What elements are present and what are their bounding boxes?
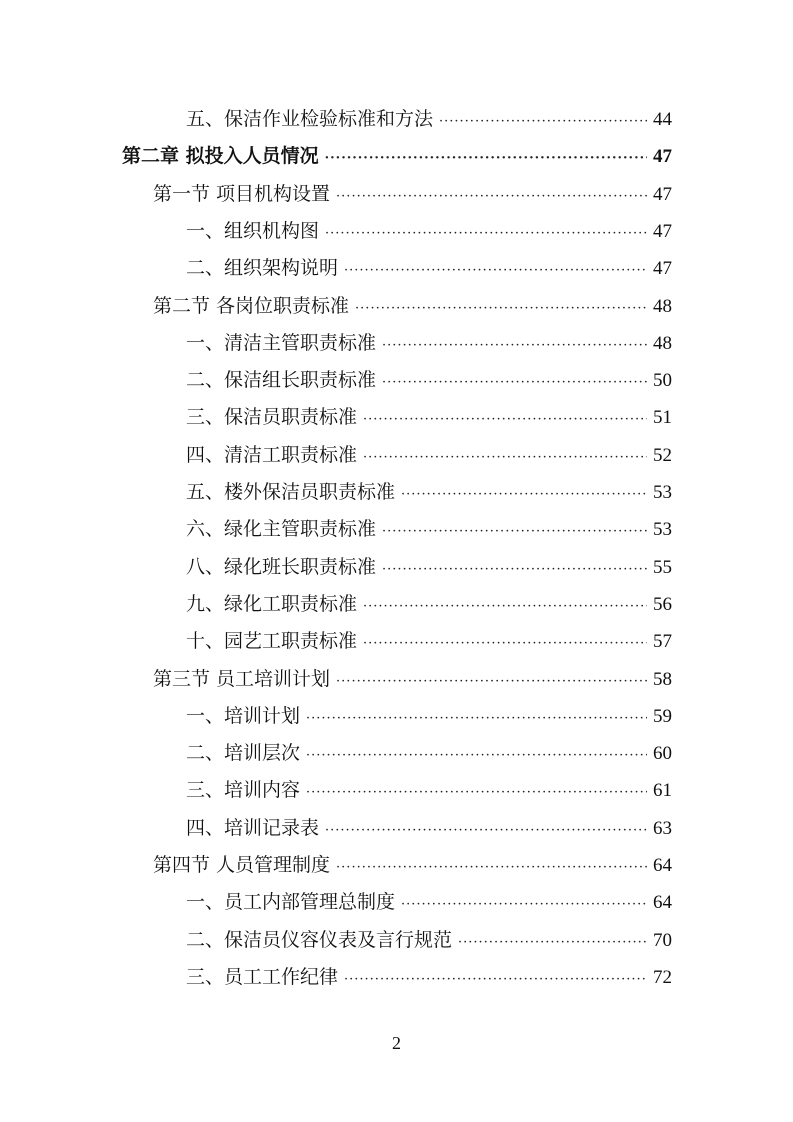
- toc-subsection-entry[interactable]: [186, 517, 672, 544]
- toc-subsection-entry[interactable]: [186, 890, 672, 917]
- toc-entry-page: 51: [653, 407, 672, 428]
- page-number: 2: [392, 1033, 401, 1053]
- toc-subsection-entry[interactable]: [186, 592, 672, 619]
- toc-entry-title: 三、培训内容: [186, 779, 301, 801]
- toc-entry-title: 五、楼外保洁员职责标准: [186, 481, 396, 503]
- toc-dot-leader: [363, 632, 647, 656]
- toc-entry-title: 二、组织架构说明: [186, 257, 339, 279]
- toc-entry-title: 九、绿化工职责标准: [186, 593, 358, 615]
- toc-entry-title: 三、员工工作纪律: [186, 966, 339, 988]
- toc-entry-page: 70: [653, 930, 672, 951]
- toc-dot-leader: [401, 893, 647, 917]
- toc-entry-page: 48: [653, 333, 672, 354]
- toc-entry-page: 55: [653, 557, 672, 578]
- toc-subsection-entry[interactable]: [186, 219, 672, 246]
- toc-dot-leader: [363, 595, 647, 619]
- toc-entry-title: 八、绿化班长职责标准: [186, 556, 377, 578]
- toc-dot-leader: [336, 856, 647, 880]
- toc-entry-page: 58: [653, 669, 672, 690]
- toc-dot-leader: [382, 334, 647, 358]
- toc-subsection-entry[interactable]: [186, 107, 672, 134]
- toc-entry-page: 53: [653, 482, 672, 503]
- toc-entry-page: 60: [653, 743, 672, 764]
- toc-entry-title: 二、培训层次: [186, 742, 301, 764]
- toc-entry-title: 第二节 各岗位职责标准: [153, 295, 350, 317]
- toc-subsection-entry[interactable]: [186, 555, 672, 582]
- toc-subsection-entry[interactable]: [186, 778, 672, 805]
- toc-entry-page: 48: [653, 296, 672, 317]
- toc-dot-leader: [325, 147, 647, 171]
- toc-entry-page: 53: [653, 519, 672, 540]
- toc-subsection-entry[interactable]: [186, 331, 672, 358]
- toc-subsection-entry[interactable]: [186, 405, 672, 432]
- toc-entry-title: 六、绿化主管职责标准: [186, 518, 377, 540]
- toc-dot-leader: [306, 744, 647, 768]
- toc-subsection-entry[interactable]: [186, 480, 672, 507]
- toc-entry-title: 一、培训计划: [186, 705, 301, 727]
- toc-dot-leader: [382, 371, 647, 395]
- toc-dot-leader: [458, 931, 647, 955]
- toc-entry-title: 第二章 拟投入人员情况: [122, 145, 319, 167]
- toc-dot-leader: [344, 968, 647, 992]
- toc-dot-leader: [325, 222, 647, 246]
- toc-entry-page: 52: [653, 445, 672, 466]
- toc-subsection-entry[interactable]: [186, 368, 672, 395]
- toc-chapter-entry[interactable]: [122, 144, 672, 171]
- toc-entry-title: 二、保洁员仪容仪表及言行规范: [186, 929, 453, 951]
- toc-entry-title: 三、保洁员职责标准: [186, 406, 358, 428]
- toc-entry-page: 50: [653, 370, 672, 391]
- toc-entry-page: 44: [653, 109, 672, 130]
- toc-entry-title: 十、园艺工职责标准: [186, 630, 358, 652]
- toc-subsection-entry[interactable]: [186, 629, 672, 656]
- toc-subsection-entry[interactable]: [186, 704, 672, 731]
- toc-dot-leader: [401, 483, 647, 507]
- toc-entry-page: 47: [653, 184, 672, 205]
- toc-subsection-entry[interactable]: [186, 741, 672, 768]
- toc-entry-title: 四、培训记录表: [186, 817, 320, 839]
- toc-entry-page: 64: [653, 892, 672, 913]
- toc-entry-page: 63: [653, 818, 672, 839]
- toc-entry-title: 第三节 员工培训计划: [153, 668, 331, 690]
- toc-dot-leader: [382, 520, 647, 544]
- toc-entry-title: 一、员工内部管理总制度: [186, 891, 396, 913]
- toc-subsection-entry[interactable]: [186, 443, 672, 470]
- toc-entry-title: 五、保洁作业检验标准和方法: [186, 108, 434, 130]
- toc-section-entry[interactable]: [153, 853, 672, 880]
- toc-dot-leader: [336, 670, 647, 694]
- toc-subsection-entry[interactable]: [186, 928, 672, 955]
- toc-entry-title: 四、清洁工职责标准: [186, 444, 358, 466]
- toc-entry-page: 61: [653, 780, 672, 801]
- toc-dot-leader: [382, 558, 647, 582]
- toc-entry-page: 56: [653, 594, 672, 615]
- toc-entry-page: 47: [653, 258, 672, 279]
- toc-entry-page: 59: [653, 706, 672, 727]
- toc-section-entry[interactable]: [153, 294, 672, 321]
- toc-entry-page: 57: [653, 631, 672, 652]
- toc-entry-title: 一、组织机构图: [186, 220, 320, 242]
- toc-entry-title: 第一节 项目机构设置: [153, 183, 331, 205]
- toc-entry-page: 72: [653, 967, 672, 988]
- toc-dot-leader: [363, 408, 647, 432]
- toc-dot-leader: [344, 259, 647, 283]
- toc-entry-title: 二、保洁组长职责标准: [186, 369, 377, 391]
- toc-section-entry[interactable]: [153, 182, 672, 209]
- toc-section-entry[interactable]: [153, 667, 672, 694]
- toc-dot-leader: [439, 110, 647, 134]
- toc-entry-page: 64: [653, 855, 672, 876]
- toc-subsection-entry[interactable]: [186, 965, 672, 992]
- toc-subsection-entry[interactable]: [186, 816, 672, 843]
- toc-entry-page: 47: [653, 221, 672, 242]
- toc-dot-leader: [355, 297, 647, 321]
- toc-dot-leader: [336, 185, 647, 209]
- toc-dot-leader: [325, 819, 647, 843]
- toc-subsection-entry[interactable]: [186, 256, 672, 283]
- toc-entry-title: 一、清洁主管职责标准: [186, 332, 377, 354]
- toc-entry-title: 第四节 人员管理制度: [153, 854, 331, 876]
- toc-dot-leader: [306, 781, 647, 805]
- toc-dot-leader: [363, 446, 647, 470]
- toc-dot-leader: [306, 707, 647, 731]
- toc-entry-page: 47: [653, 146, 672, 167]
